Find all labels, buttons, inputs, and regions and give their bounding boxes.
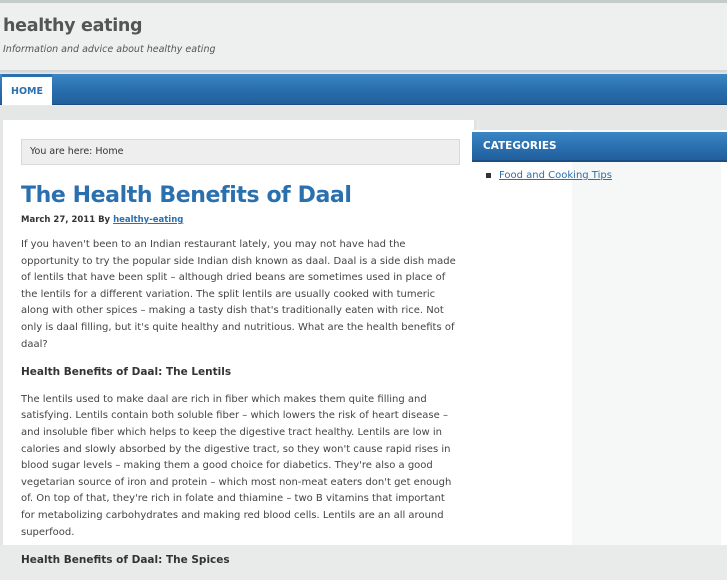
site-title[interactable]: healthy eating <box>3 16 143 36</box>
categories-heading-shadow <box>472 160 727 162</box>
post-paragraph: The lentils used to make daal are rich in fiber which makes them quite filling and satisfying. Lentils contain both soluble fiber – which lowers the risk of heart disease – and insoluble fiber which helps to keep the digestive tract healthy. Lentils are low in calories and slowly absorbed by the digestive tract, so they won't cause rapid rises in blood sugar levels – making them a good choice for diabetics. They're also a good vegetarian source of iron and protein – which most non-meat eaters don't get enough of. On top of that, they're rich in folate and thiamine – two B vitamins that important for metabolizing carbohydrates and making red blood cells. Lentils are an all around superfood. <box>21 393 452 538</box>
site-description: Information and advice about healthy eating <box>3 44 216 55</box>
sidebar-panel-column <box>572 130 721 545</box>
list-item <box>486 170 612 181</box>
nav-item-home[interactable]: HOME <box>2 74 52 105</box>
categories-list <box>486 170 612 181</box>
site-header <box>0 3 727 71</box>
post-by: By <box>98 215 111 225</box>
category-link-food-and-cooking-tips[interactable]: Food and Cooking Tips <box>499 170 612 181</box>
post-subheading: Health Benefits of Daal: The Lentils <box>21 366 232 379</box>
post-title[interactable]: The Health Benefits of Daal <box>21 183 352 208</box>
post-meta <box>21 215 183 225</box>
post-body <box>21 237 461 580</box>
post-date: March 27, 2011 <box>21 215 96 225</box>
sidebar-panel <box>473 130 727 545</box>
main-nav <box>0 74 727 105</box>
sidebar <box>479 120 727 545</box>
post-paragraph: If you haven't been to an Indian restaurant lately, you may not have had the opportunity to try the popular side Indian dish known as daal. Daal is a side dish made of lentils that have been split – although dried beans are sometimes used in place of the lentils for a different variation. The split lentils are usually cooked with tumeric along with other spices – making a tasty dish that's traditionally eaten with rice. Not only is daal filling, but it's quite healthy and nutritious. What are the health benefits of daal? <box>21 239 456 350</box>
main-content <box>3 120 475 567</box>
post-subheading: Health Benefits of Daal: The Spices <box>21 554 230 567</box>
breadcrumb <box>21 139 460 165</box>
categories-heading: CATEGORIES <box>472 132 727 160</box>
post-author-link[interactable]: healthy-eating <box>113 215 184 225</box>
square-bullet-icon <box>486 173 491 178</box>
breadcrumb-prefix: You are here: <box>30 146 96 157</box>
breadcrumb-current: Home <box>95 146 124 157</box>
